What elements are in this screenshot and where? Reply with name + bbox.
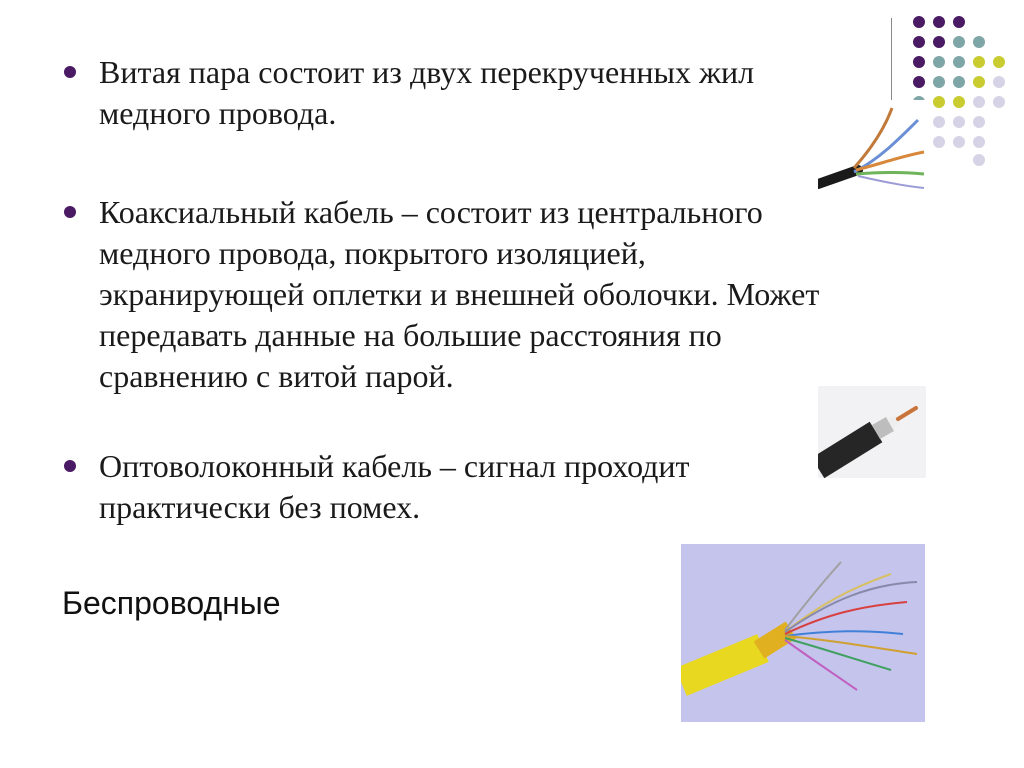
bullet-text-coaxial [99, 192, 819, 397]
text-line: медного провода. [99, 95, 337, 131]
bullet-marker [64, 66, 76, 78]
text-line: передавать данные на большие расстояния по [99, 317, 722, 353]
twisted-pair-cable-photo [818, 100, 926, 196]
decorative-divider-line [891, 18, 892, 108]
text-line: медного провода, покрытого изоляцией, [99, 235, 646, 271]
text-line: практически без помех. [99, 489, 421, 525]
bullet-text-twisted-pair [99, 52, 754, 134]
bullet-text-fiber [99, 446, 690, 528]
text-line: Витая пара состоит из двух перекрученных жил [99, 54, 755, 90]
bullet-marker [64, 460, 76, 472]
text-line: Оптоволоконный кабель – сигнал проходит [99, 448, 690, 484]
text-line: сравнению с витой парой. [99, 358, 454, 394]
fiber-optic-cable-photo [681, 544, 925, 722]
text-line: Коаксиальный кабель – состоит из центрального [99, 194, 763, 230]
text-line: экранирующей оплетки и внешней оболочки. Может [99, 276, 820, 312]
decorative-dot-grid [910, 12, 1020, 172]
coaxial-cable-photo [818, 386, 926, 478]
bullet-marker [64, 206, 76, 218]
wireless-heading: Беспроводные [62, 585, 281, 621]
